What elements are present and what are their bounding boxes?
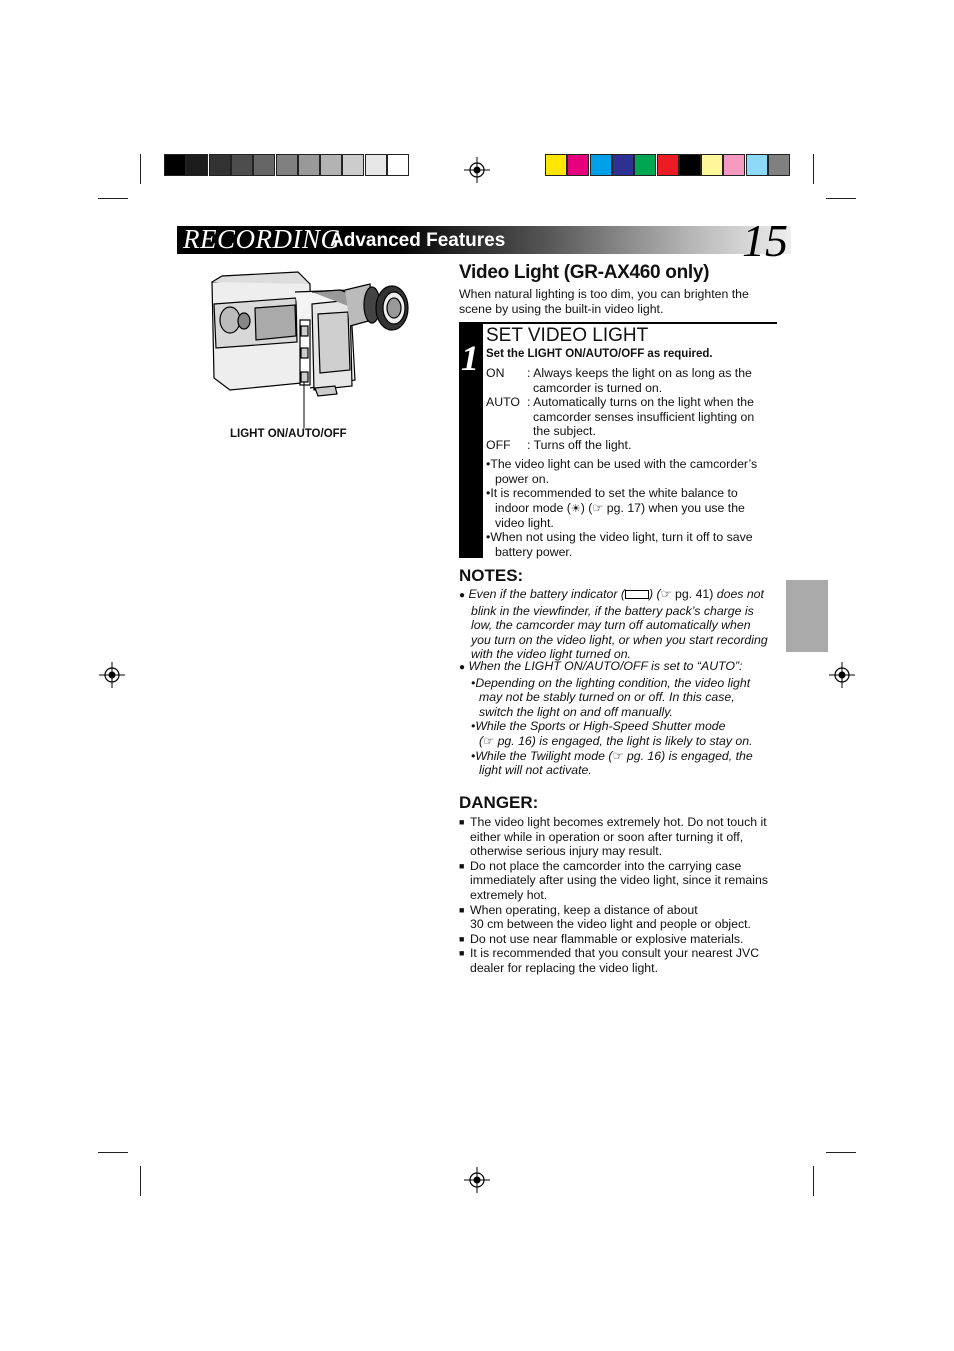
step-bullet: •When not using the video light, turn it off to save battery power.: [486, 530, 753, 559]
calibration-swatch: [365, 154, 387, 176]
calibration-swatch: [387, 154, 409, 176]
option-label: AUTO: [486, 395, 520, 409]
crop-mark: [813, 154, 814, 184]
option-off: [486, 438, 778, 453]
calibration-swatch: [679, 154, 701, 176]
step-bullet: •The video light can be used with the camcorder’s power on.: [486, 457, 758, 486]
option-on: [486, 366, 778, 396]
notes-heading: NOTES:: [459, 566, 524, 585]
calibration-swatch: [253, 154, 275, 176]
page-number: 15: [742, 215, 788, 266]
intro-text: When natural lighting is too dim, you can brighten the scene by using the built-in video light.: [459, 287, 749, 316]
calibration-swatch: [657, 154, 679, 176]
calibration-swatch: [723, 154, 745, 176]
option-desc: : Always keeps the light on as long as the: [527, 366, 752, 380]
calibration-swatch: [567, 154, 589, 176]
note-item: ● Even if the battery indicator ( ) (☞ pg. 41) does not blink in the viewfinder, if the battery pack’s charge is low, the camcorder may turn off automatically when you turn on the video light, or when you start recording with the video light turned on.: [459, 587, 768, 662]
hand-icon: ☞: [592, 500, 604, 515]
step-number: 1: [461, 338, 479, 378]
calibration-swatch: [209, 154, 231, 176]
calibration-swatch: [634, 154, 656, 176]
sun-icon: ☀: [570, 502, 581, 515]
calibration-swatch: [590, 154, 612, 176]
option-desc: : Automatically turns on the light when the: [527, 395, 754, 409]
subsection-title: Advanced Features: [330, 230, 506, 251]
danger-item: ■ It is recommended that you consult your nearest JVC dealer for replacing the video light.: [459, 946, 760, 975]
crop-mark: [826, 198, 856, 199]
square-bullet-icon: ■: [459, 933, 465, 944]
hand-icon: ☞: [483, 733, 495, 748]
option-label: OFF: [486, 438, 511, 452]
section-heading: Video Light (GR-AX460 only): [459, 262, 710, 283]
crop-mark: [813, 1166, 814, 1196]
crop-mark: [98, 1152, 128, 1153]
calibration-swatch: [342, 154, 364, 176]
note-item: ● When the LIGHT ON/AUTO/OFF is set to “AUTO”: •Depending on the lighting condition, the video light may not be stably turned on or off. In this case, switch the light on and off manually. •While the Sports or High-Speed Shutter mode (☞ pg. 16) is engaged, the light is likely to stay on. •While the Twilight mode (☞ pg. 16) is engaged, the light will not activate.: [459, 659, 753, 778]
option-desc: the subject.: [533, 424, 596, 439]
calibration-swatch: [276, 154, 298, 176]
registration-mark-icon: [99, 662, 125, 688]
calibration-swatch: [545, 154, 567, 176]
square-bullet-icon: ■: [459, 948, 465, 959]
side-tab: [786, 580, 828, 652]
calibration-swatch: [746, 154, 768, 176]
option-desc: camcorder is turned on.: [533, 380, 663, 395]
figure-caption: LIGHT ON/AUTO/OFF: [230, 428, 347, 440]
calibration-swatch: [186, 154, 208, 176]
option-auto: [486, 395, 778, 440]
option-label: ON: [486, 366, 505, 380]
calibration-swatch: [320, 154, 342, 176]
danger-item: ■ Do not place the camcorder into the carrying case immediately after using the video light, since it remains extremely hot.: [459, 858, 768, 902]
crop-mark: [140, 1166, 141, 1196]
crop-mark: [140, 154, 141, 184]
calibration-swatch: [612, 154, 634, 176]
option-desc: camcorder senses insufficient lighting on: [533, 409, 755, 424]
calibration-swatch: [231, 154, 253, 176]
calibration-swatch: [164, 154, 186, 176]
crop-mark: [826, 1152, 856, 1153]
registration-mark-icon: [464, 1167, 490, 1193]
crop-mark: [98, 198, 128, 199]
hand-icon: ☞: [660, 587, 672, 601]
danger-item: ■ When operating, keep a distance of about 30 cm between the video light and people or object.: [459, 902, 751, 932]
step-rule: [483, 322, 777, 324]
danger-heading: DANGER:: [459, 793, 539, 812]
danger-list: [459, 815, 781, 976]
hand-icon: ☞: [612, 748, 624, 763]
square-bullet-icon: ■: [459, 860, 465, 871]
calibration-swatch: [298, 154, 320, 176]
registration-mark-icon: [829, 662, 855, 688]
camcorder-illustration: [200, 270, 415, 430]
step-instruction: Set the LIGHT ON/AUTO/OFF as required.: [486, 348, 713, 360]
step-title: SET VIDEO LIGHT: [486, 325, 649, 346]
square-bullet-icon: ■: [459, 817, 465, 827]
section-title: RECORDING: [183, 224, 341, 254]
option-desc: : Turns off the light.: [527, 438, 632, 452]
calibration-swatch: [768, 154, 790, 176]
registration-mark-icon: [464, 157, 490, 183]
danger-item: ■ The video light becomes extremely hot. Do not touch it either while in operation or soon after turning it off, otherwise serious injury may result.: [459, 815, 767, 859]
step-bullet: •It is recommended to set the white balance to indoor mode (☀) (☞ pg. 17) when you use the video light.: [486, 486, 745, 531]
battery-icon: [625, 590, 649, 599]
square-bullet-icon: ■: [459, 904, 465, 915]
danger-item: ■ Do not use near flammable or explosive materials.: [459, 931, 744, 946]
calibration-swatch: [701, 154, 723, 176]
